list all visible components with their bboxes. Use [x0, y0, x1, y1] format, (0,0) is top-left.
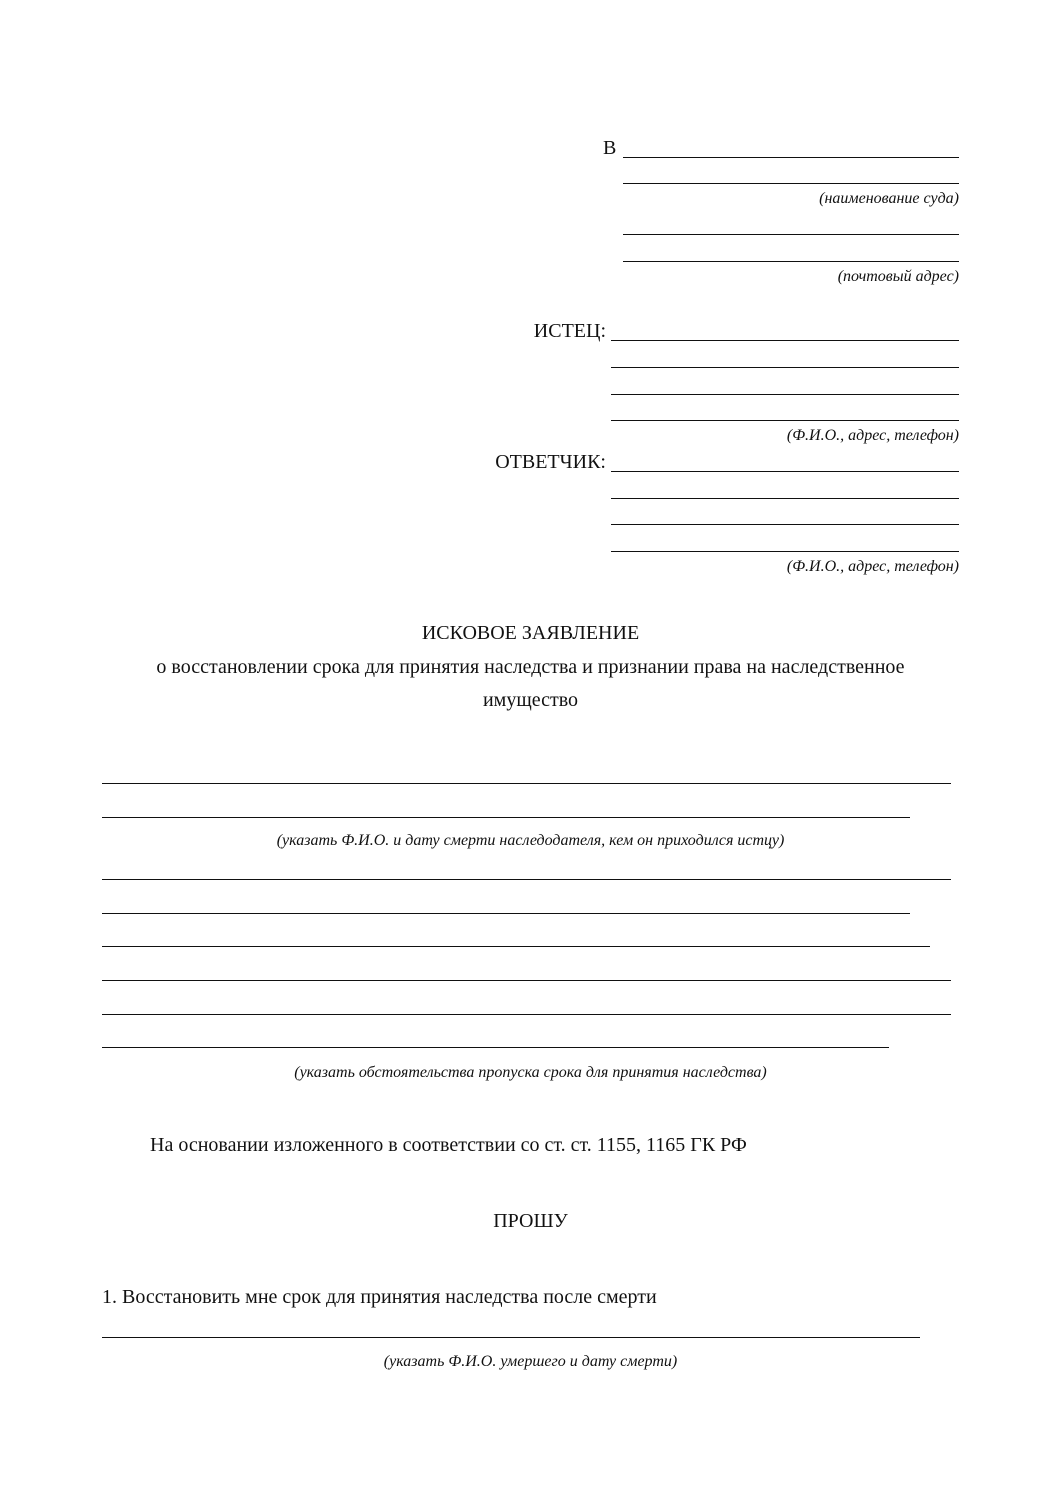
- court-name-line-1[interactable]: [623, 157, 959, 158]
- circumstances-line-4[interactable]: [102, 980, 951, 981]
- testator-hint: (указать Ф.И.О. и дату смерти наследодателя, кем он приходился истцу): [276, 832, 785, 849]
- defendant-line-4[interactable]: [611, 551, 959, 552]
- deceased-hint: (указать Ф.И.О. умершего и дату смерти): [383, 1353, 678, 1370]
- court-prefix: В: [603, 137, 617, 159]
- court-name-hint: (наименование суда): [819, 190, 959, 207]
- document-title: ИСКОВОЕ ЗАЯВЛЕНИЕ: [421, 622, 640, 644]
- plaintiff-line-1[interactable]: [611, 340, 959, 341]
- plaintiff-label: ИСТЕЦ:: [533, 320, 606, 342]
- plaintiff-hint: (Ф.И.О., адрес, телефон): [786, 427, 959, 444]
- testator-line-1[interactable]: [102, 783, 951, 784]
- defendant-line-1[interactable]: [611, 471, 959, 472]
- deceased-line[interactable]: [102, 1337, 920, 1338]
- defendant-label: ОТВЕТЧИК:: [495, 451, 606, 473]
- defendant-line-2[interactable]: [611, 498, 959, 499]
- document-subtitle-line-2: имущество: [482, 689, 579, 711]
- testator-line-2[interactable]: [102, 817, 910, 818]
- document-subtitle-line-1: о восстановлении срока для принятия наследства и признании права на наследственное: [156, 656, 905, 678]
- address-hint: (почтовый адрес): [837, 268, 959, 285]
- circumstances-line-2[interactable]: [102, 913, 910, 914]
- defendant-hint: (Ф.И.О., адрес, телефон): [786, 558, 959, 575]
- circumstances-line-6[interactable]: [102, 1047, 889, 1048]
- defendant-line-3[interactable]: [611, 524, 959, 525]
- address-line-1[interactable]: [623, 234, 959, 235]
- plaintiff-line-3[interactable]: [611, 394, 959, 395]
- request-item-1: 1. Восстановить мне срок для принятия наследства после смерти: [102, 1286, 657, 1308]
- request-heading: ПРОШУ: [493, 1210, 568, 1232]
- court-name-line-2[interactable]: [623, 183, 959, 184]
- plaintiff-line-2[interactable]: [611, 367, 959, 368]
- circumstances-line-5[interactable]: [102, 1014, 951, 1015]
- circumstances-line-1[interactable]: [102, 879, 951, 880]
- address-line-2[interactable]: [623, 261, 959, 262]
- circumstances-line-3[interactable]: [102, 946, 930, 947]
- legal-basis-text: На основании изложенного в соответствии со ст. ст. 1155, 1165 ГК РФ: [150, 1134, 747, 1156]
- plaintiff-line-4[interactable]: [611, 420, 959, 421]
- circumstances-hint: (указать обстоятельства пропуска срока для принятия наследства): [294, 1064, 767, 1081]
